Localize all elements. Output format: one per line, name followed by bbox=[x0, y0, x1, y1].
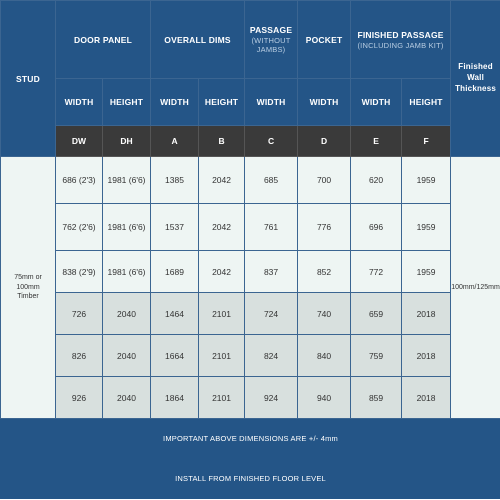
table-cell: 1981 (6'6) bbox=[103, 251, 151, 293]
finished-passage-subheader: (INCLUDING JAMB KIT) bbox=[357, 40, 444, 50]
table-cell: 686 (2'3) bbox=[56, 157, 103, 204]
table-cell: 1464 bbox=[151, 293, 199, 335]
overall-dims-header: OVERALL DIMS bbox=[151, 1, 245, 79]
table-cell: 838 (2'9) bbox=[56, 251, 103, 293]
code-e: E bbox=[351, 126, 402, 157]
table-cell: 837 bbox=[245, 251, 298, 293]
table-row bbox=[1, 204, 500, 251]
passage-header: PASSAGE (WITHOUT JAMBS) bbox=[245, 1, 298, 79]
subheader-pocket-width: WIDTH bbox=[298, 79, 351, 126]
table-cell: 2040 bbox=[103, 293, 151, 335]
table-row bbox=[1, 335, 500, 377]
dimensions-tolerance-note: IMPORTANT ABOVE DIMENSIONS ARE +/- 4mm bbox=[1, 419, 500, 459]
table-row bbox=[1, 377, 500, 419]
table-cell: 1864 bbox=[151, 377, 199, 419]
table-cell: 2101 bbox=[199, 293, 245, 335]
table-cell: 772 bbox=[351, 251, 402, 293]
table-cell: 824 bbox=[245, 335, 298, 377]
table-cell: 762 (2'6) bbox=[56, 204, 103, 251]
code-a: A bbox=[151, 126, 199, 157]
table-cell: 620 bbox=[351, 157, 402, 204]
code-c: C bbox=[245, 126, 298, 157]
wall-thickness-value: 100mm/125mm bbox=[451, 157, 500, 419]
table-cell: 2042 bbox=[199, 157, 245, 204]
subheader-door-height: HEIGHT bbox=[103, 79, 151, 126]
table-cell: 1981 (6'6) bbox=[103, 204, 151, 251]
table-cell: 826 bbox=[56, 335, 103, 377]
subheader-finished-height: HEIGHT bbox=[402, 79, 451, 126]
table-cell: 700 bbox=[298, 157, 351, 204]
stud-header: STUD bbox=[1, 1, 56, 157]
subheader-finished-width: WIDTH bbox=[351, 79, 402, 126]
table-cell: 685 bbox=[245, 157, 298, 204]
table-cell: 1959 bbox=[402, 251, 451, 293]
table-cell: 940 bbox=[298, 377, 351, 419]
table-cell: 840 bbox=[298, 335, 351, 377]
table-cell: 761 bbox=[245, 204, 298, 251]
table-cell: 2101 bbox=[199, 335, 245, 377]
table-cell: 2018 bbox=[402, 335, 451, 377]
table-cell: 726 bbox=[56, 293, 103, 335]
table-cell: 696 bbox=[351, 204, 402, 251]
table-cell: 2042 bbox=[199, 204, 245, 251]
stud-value: 75mm or 100mm Timber bbox=[1, 157, 56, 419]
table-cell: 852 bbox=[298, 251, 351, 293]
table-cell: 1385 bbox=[151, 157, 199, 204]
code-dw: DW bbox=[56, 126, 103, 157]
table-cell: 1981 (6'6) bbox=[103, 157, 151, 204]
subheader-door-width: WIDTH bbox=[56, 79, 103, 126]
table-cell: 776 bbox=[298, 204, 351, 251]
table-cell: 2042 bbox=[199, 251, 245, 293]
table-cell: 1537 bbox=[151, 204, 199, 251]
subheader-overall-height: HEIGHT bbox=[199, 79, 245, 126]
table-row bbox=[1, 157, 500, 204]
code-dh: DH bbox=[103, 126, 151, 157]
table-cell: 1959 bbox=[402, 157, 451, 204]
table-cell: 924 bbox=[245, 377, 298, 419]
table-cell: 659 bbox=[351, 293, 402, 335]
table-cell: 724 bbox=[245, 293, 298, 335]
table-row bbox=[1, 293, 500, 335]
table-cell: 740 bbox=[298, 293, 351, 335]
table-cell: 1664 bbox=[151, 335, 199, 377]
table-cell: 1959 bbox=[402, 204, 451, 251]
subheader-passage-width: WIDTH bbox=[245, 79, 298, 126]
passage-subheader: (WITHOUT JAMBS) bbox=[251, 36, 291, 54]
code-b: B bbox=[199, 126, 245, 157]
table-cell: 2018 bbox=[402, 293, 451, 335]
table-cell: 859 bbox=[351, 377, 402, 419]
door-panel-header: DOOR PANEL bbox=[56, 1, 151, 79]
pocket-header: POCKET bbox=[298, 1, 351, 79]
table-cell: 2018 bbox=[402, 377, 451, 419]
table-cell: 2040 bbox=[103, 377, 151, 419]
table-cell: 2040 bbox=[103, 335, 151, 377]
table-cell: 926 bbox=[56, 377, 103, 419]
code-f: F bbox=[402, 126, 451, 157]
table-cell: 2101 bbox=[199, 377, 245, 419]
table-cell: 1689 bbox=[151, 251, 199, 293]
subheader-overall-width: WIDTH bbox=[151, 79, 199, 126]
code-d: D bbox=[298, 126, 351, 157]
install-note: INSTALL FROM FINISHED FLOOR LEVEL bbox=[1, 459, 500, 499]
table-row bbox=[1, 251, 500, 293]
finished-passage-header: FINISHED PASSAGE (INCLUDING JAMB KIT) bbox=[351, 1, 451, 79]
finished-wall-thickness-header: Finished Wall Thickness bbox=[451, 1, 500, 157]
table-cell: 759 bbox=[351, 335, 402, 377]
